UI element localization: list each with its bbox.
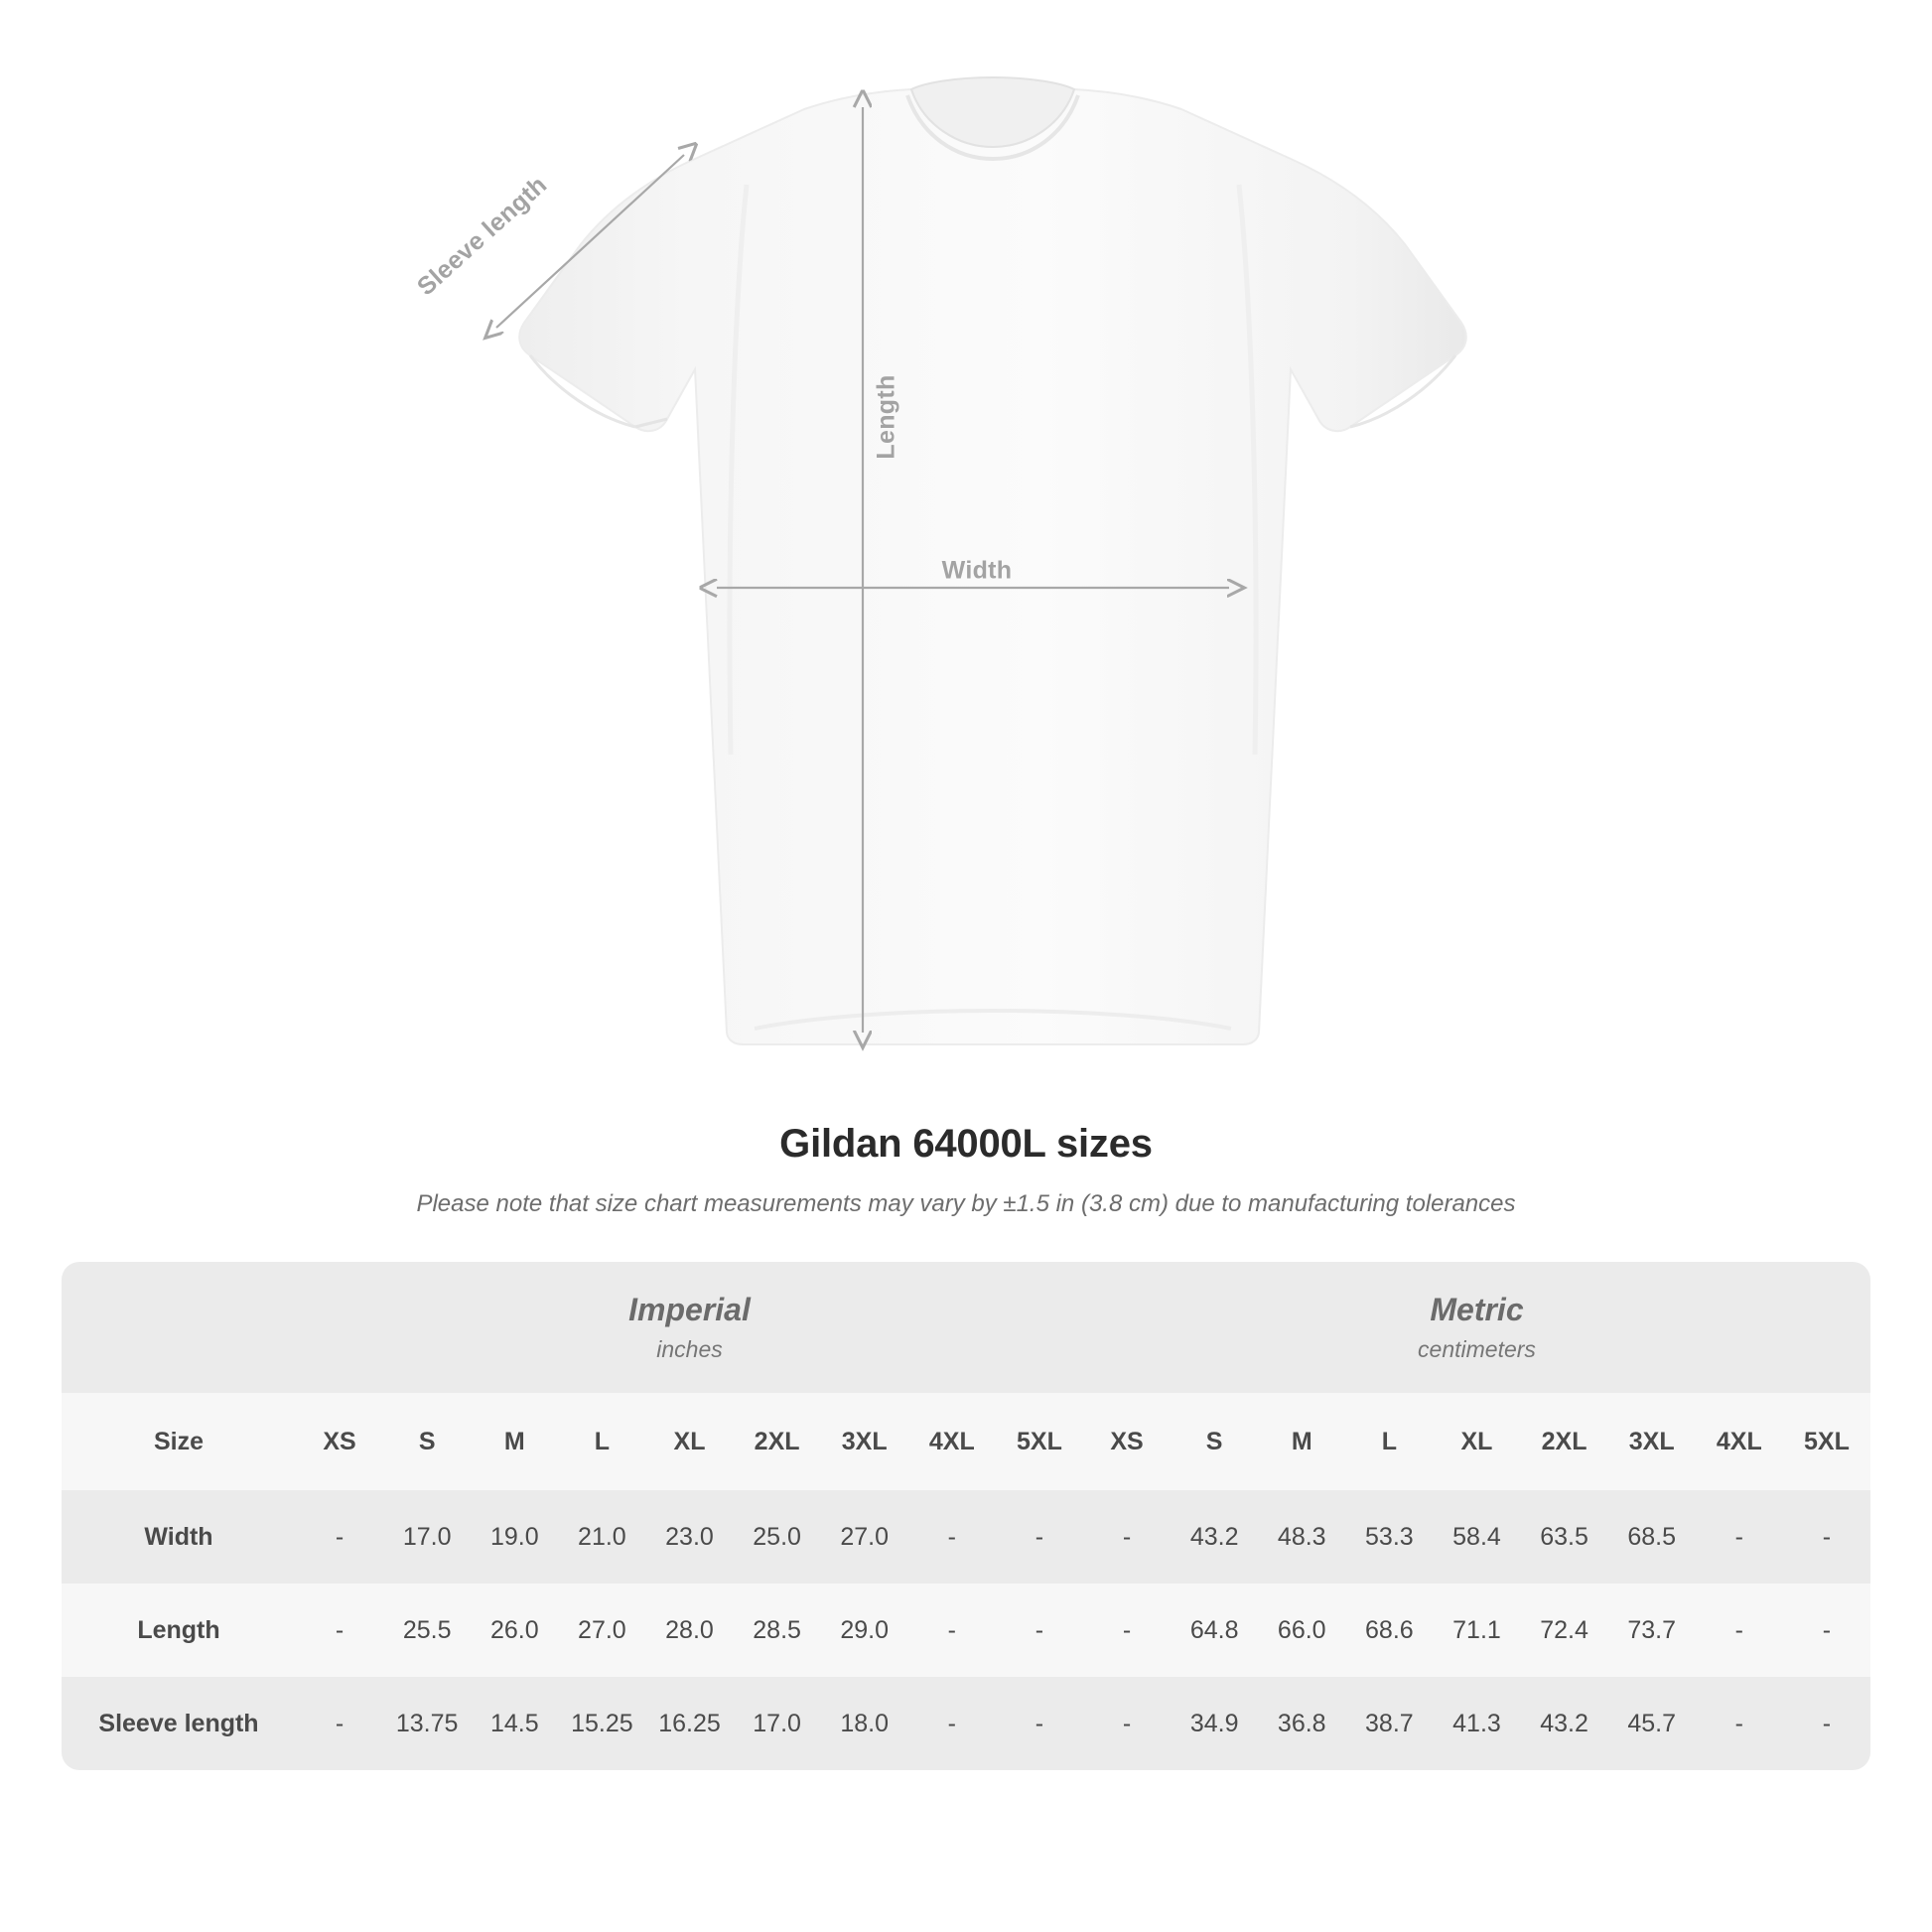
size-header-label: Size bbox=[62, 1393, 296, 1490]
cell-sleeve-metric-5: 43.2 bbox=[1521, 1677, 1608, 1770]
cell-length-metric-3: 68.6 bbox=[1345, 1584, 1433, 1677]
cell-sleeve-imperial-8: - bbox=[996, 1677, 1083, 1770]
size-header-metric-0: XS bbox=[1083, 1393, 1171, 1490]
size-header-row bbox=[62, 1393, 1870, 1490]
table-row-sleeve-length bbox=[62, 1677, 1870, 1770]
cell-sleeve-imperial-6: 18.0 bbox=[821, 1677, 908, 1770]
size-header-metric-8: 5XL bbox=[1783, 1393, 1870, 1490]
cell-length-imperial-0: - bbox=[296, 1584, 383, 1677]
cell-sleeve-metric-4: 41.3 bbox=[1433, 1677, 1520, 1770]
row-label-length: Length bbox=[62, 1584, 296, 1677]
cell-length-metric-2: 66.0 bbox=[1258, 1584, 1345, 1677]
table-row-width bbox=[62, 1490, 1870, 1584]
cell-width-imperial-6: 27.0 bbox=[821, 1490, 908, 1584]
size-header-metric-2: M bbox=[1258, 1393, 1345, 1490]
tolerance-note: Please note that size chart measurements may vary by ±1.5 in (3.8 cm) due to manufacturing tolerances bbox=[416, 1190, 1516, 1217]
sleeve-length-label: Sleeve length bbox=[411, 170, 553, 302]
cell-sleeve-metric-0: - bbox=[1083, 1677, 1171, 1770]
cell-sleeve-metric-8: - bbox=[1783, 1677, 1870, 1770]
cell-sleeve-imperial-2: 14.5 bbox=[471, 1677, 558, 1770]
cell-width-imperial-1: 17.0 bbox=[383, 1490, 471, 1584]
cell-width-metric-2: 48.3 bbox=[1258, 1490, 1345, 1584]
cell-width-imperial-8: - bbox=[996, 1490, 1083, 1584]
size-header-imperial-6: 3XL bbox=[821, 1393, 908, 1490]
cell-width-metric-1: 43.2 bbox=[1171, 1490, 1258, 1584]
cell-width-imperial-4: 23.0 bbox=[645, 1490, 733, 1584]
unit-imperial-cell bbox=[296, 1262, 1083, 1393]
cell-width-metric-8: - bbox=[1783, 1490, 1870, 1584]
cell-length-metric-1: 64.8 bbox=[1171, 1584, 1258, 1677]
cell-width-imperial-5: 25.0 bbox=[734, 1490, 821, 1584]
cell-length-imperial-2: 26.0 bbox=[471, 1584, 558, 1677]
size-header-imperial-0: XS bbox=[296, 1393, 383, 1490]
size-header-imperial-3: L bbox=[558, 1393, 645, 1490]
cell-width-imperial-2: 19.0 bbox=[471, 1490, 558, 1584]
cell-length-imperial-8: - bbox=[996, 1584, 1083, 1677]
size-header-imperial-7: 4XL bbox=[908, 1393, 996, 1490]
cell-width-imperial-7: - bbox=[908, 1490, 996, 1584]
row-label-width: Width bbox=[62, 1490, 296, 1584]
page-title: Gildan 64000L sizes bbox=[779, 1122, 1153, 1166]
cell-length-metric-7: - bbox=[1696, 1584, 1783, 1677]
row-label-sleeve-length: Sleeve length bbox=[62, 1677, 296, 1770]
cell-length-metric-8: - bbox=[1783, 1584, 1870, 1677]
size-header-imperial-1: S bbox=[383, 1393, 471, 1490]
cell-length-metric-0: - bbox=[1083, 1584, 1171, 1677]
cell-length-metric-5: 72.4 bbox=[1521, 1584, 1608, 1677]
title-block bbox=[0, 1122, 1932, 1218]
size-table-wrapper bbox=[62, 1262, 1870, 1770]
unit-metric-cell bbox=[1083, 1262, 1870, 1393]
size-header-metric-1: S bbox=[1171, 1393, 1258, 1490]
size-header-imperial-2: M bbox=[471, 1393, 558, 1490]
cell-sleeve-metric-2: 36.8 bbox=[1258, 1677, 1345, 1770]
cell-sleeve-metric-3: 38.7 bbox=[1345, 1677, 1433, 1770]
size-header-imperial-5: 2XL bbox=[734, 1393, 821, 1490]
cell-sleeve-imperial-4: 16.25 bbox=[645, 1677, 733, 1770]
unit-metric-sub: centimeters bbox=[1418, 1335, 1536, 1362]
size-header-metric-4: XL bbox=[1433, 1393, 1520, 1490]
cell-width-metric-0: - bbox=[1083, 1490, 1171, 1584]
table-row-length bbox=[62, 1584, 1870, 1677]
cell-width-imperial-3: 21.0 bbox=[558, 1490, 645, 1584]
cell-length-imperial-1: 25.5 bbox=[383, 1584, 471, 1677]
cell-width-metric-7: - bbox=[1696, 1490, 1783, 1584]
size-header-metric-7: 4XL bbox=[1696, 1393, 1783, 1490]
cell-length-metric-4: 71.1 bbox=[1433, 1584, 1520, 1677]
unit-imperial-sub: inches bbox=[656, 1335, 723, 1362]
length-label: Length bbox=[872, 374, 900, 460]
size-header-imperial-4: XL bbox=[645, 1393, 733, 1490]
cell-length-imperial-3: 27.0 bbox=[558, 1584, 645, 1677]
size-table bbox=[62, 1262, 1870, 1770]
unit-metric-name: Metric bbox=[1430, 1292, 1524, 1328]
cell-sleeve-imperial-3: 15.25 bbox=[558, 1677, 645, 1770]
cell-width-metric-3: 53.3 bbox=[1345, 1490, 1433, 1584]
cell-sleeve-imperial-0: - bbox=[296, 1677, 383, 1770]
size-header-metric-6: 3XL bbox=[1608, 1393, 1696, 1490]
cell-width-imperial-0: - bbox=[296, 1490, 383, 1584]
cell-width-metric-6: 68.5 bbox=[1608, 1490, 1696, 1584]
cell-length-metric-6: 73.7 bbox=[1608, 1584, 1696, 1677]
cell-sleeve-imperial-1: 13.75 bbox=[383, 1677, 471, 1770]
cell-sleeve-imperial-5: 17.0 bbox=[734, 1677, 821, 1770]
cell-length-imperial-7: - bbox=[908, 1584, 996, 1677]
cell-width-metric-5: 63.5 bbox=[1521, 1490, 1608, 1584]
width-label: Width bbox=[941, 556, 1013, 585]
unit-imperial-name: Imperial bbox=[628, 1292, 751, 1328]
cell-length-imperial-4: 28.0 bbox=[645, 1584, 733, 1677]
cell-sleeve-metric-6: 45.7 bbox=[1608, 1677, 1696, 1770]
cell-width-metric-4: 58.4 bbox=[1433, 1490, 1520, 1584]
unit-header-row bbox=[62, 1262, 1870, 1393]
cell-sleeve-imperial-7: - bbox=[908, 1677, 996, 1770]
size-header-metric-3: L bbox=[1345, 1393, 1433, 1490]
cell-length-imperial-6: 29.0 bbox=[821, 1584, 908, 1677]
cell-sleeve-metric-1: 34.9 bbox=[1171, 1677, 1258, 1770]
cell-length-imperial-5: 28.5 bbox=[734, 1584, 821, 1677]
size-header-metric-5: 2XL bbox=[1521, 1393, 1608, 1490]
unit-spacer-cell bbox=[62, 1262, 296, 1393]
cell-sleeve-metric-7: - bbox=[1696, 1677, 1783, 1770]
size-header-imperial-8: 5XL bbox=[996, 1393, 1083, 1490]
